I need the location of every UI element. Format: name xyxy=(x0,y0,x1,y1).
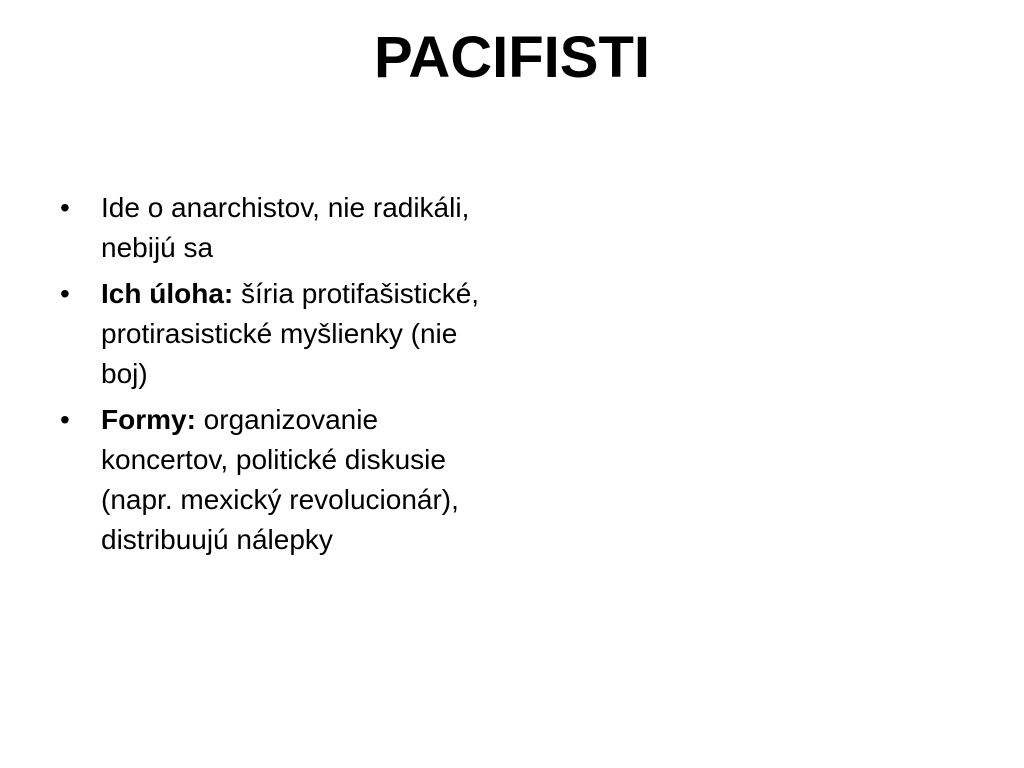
bullet-icon: • xyxy=(60,278,70,309)
bullet-list xyxy=(60,188,500,566)
bullet-item xyxy=(60,274,500,394)
slide-title: PACIFISTI xyxy=(373,25,651,90)
bullet-text: šíria protifašistické, protirasistické myšlienky (nie boj) xyxy=(101,278,480,389)
bullet-icon: • xyxy=(60,192,70,223)
bullet-lead: Ich úloha: xyxy=(101,278,234,309)
bullet-item xyxy=(60,188,500,268)
bullet-text: organizovanie koncertov, politické diskusie (napr. mexický revolucionár), distribuujú nálepky xyxy=(101,404,459,555)
bullet-item xyxy=(60,400,500,560)
bullet-text: Ide o anarchistov, nie radikáli, nebijú sa xyxy=(101,192,470,263)
bullet-icon: • xyxy=(60,404,70,435)
bullet-lead: Formy: xyxy=(101,404,196,435)
